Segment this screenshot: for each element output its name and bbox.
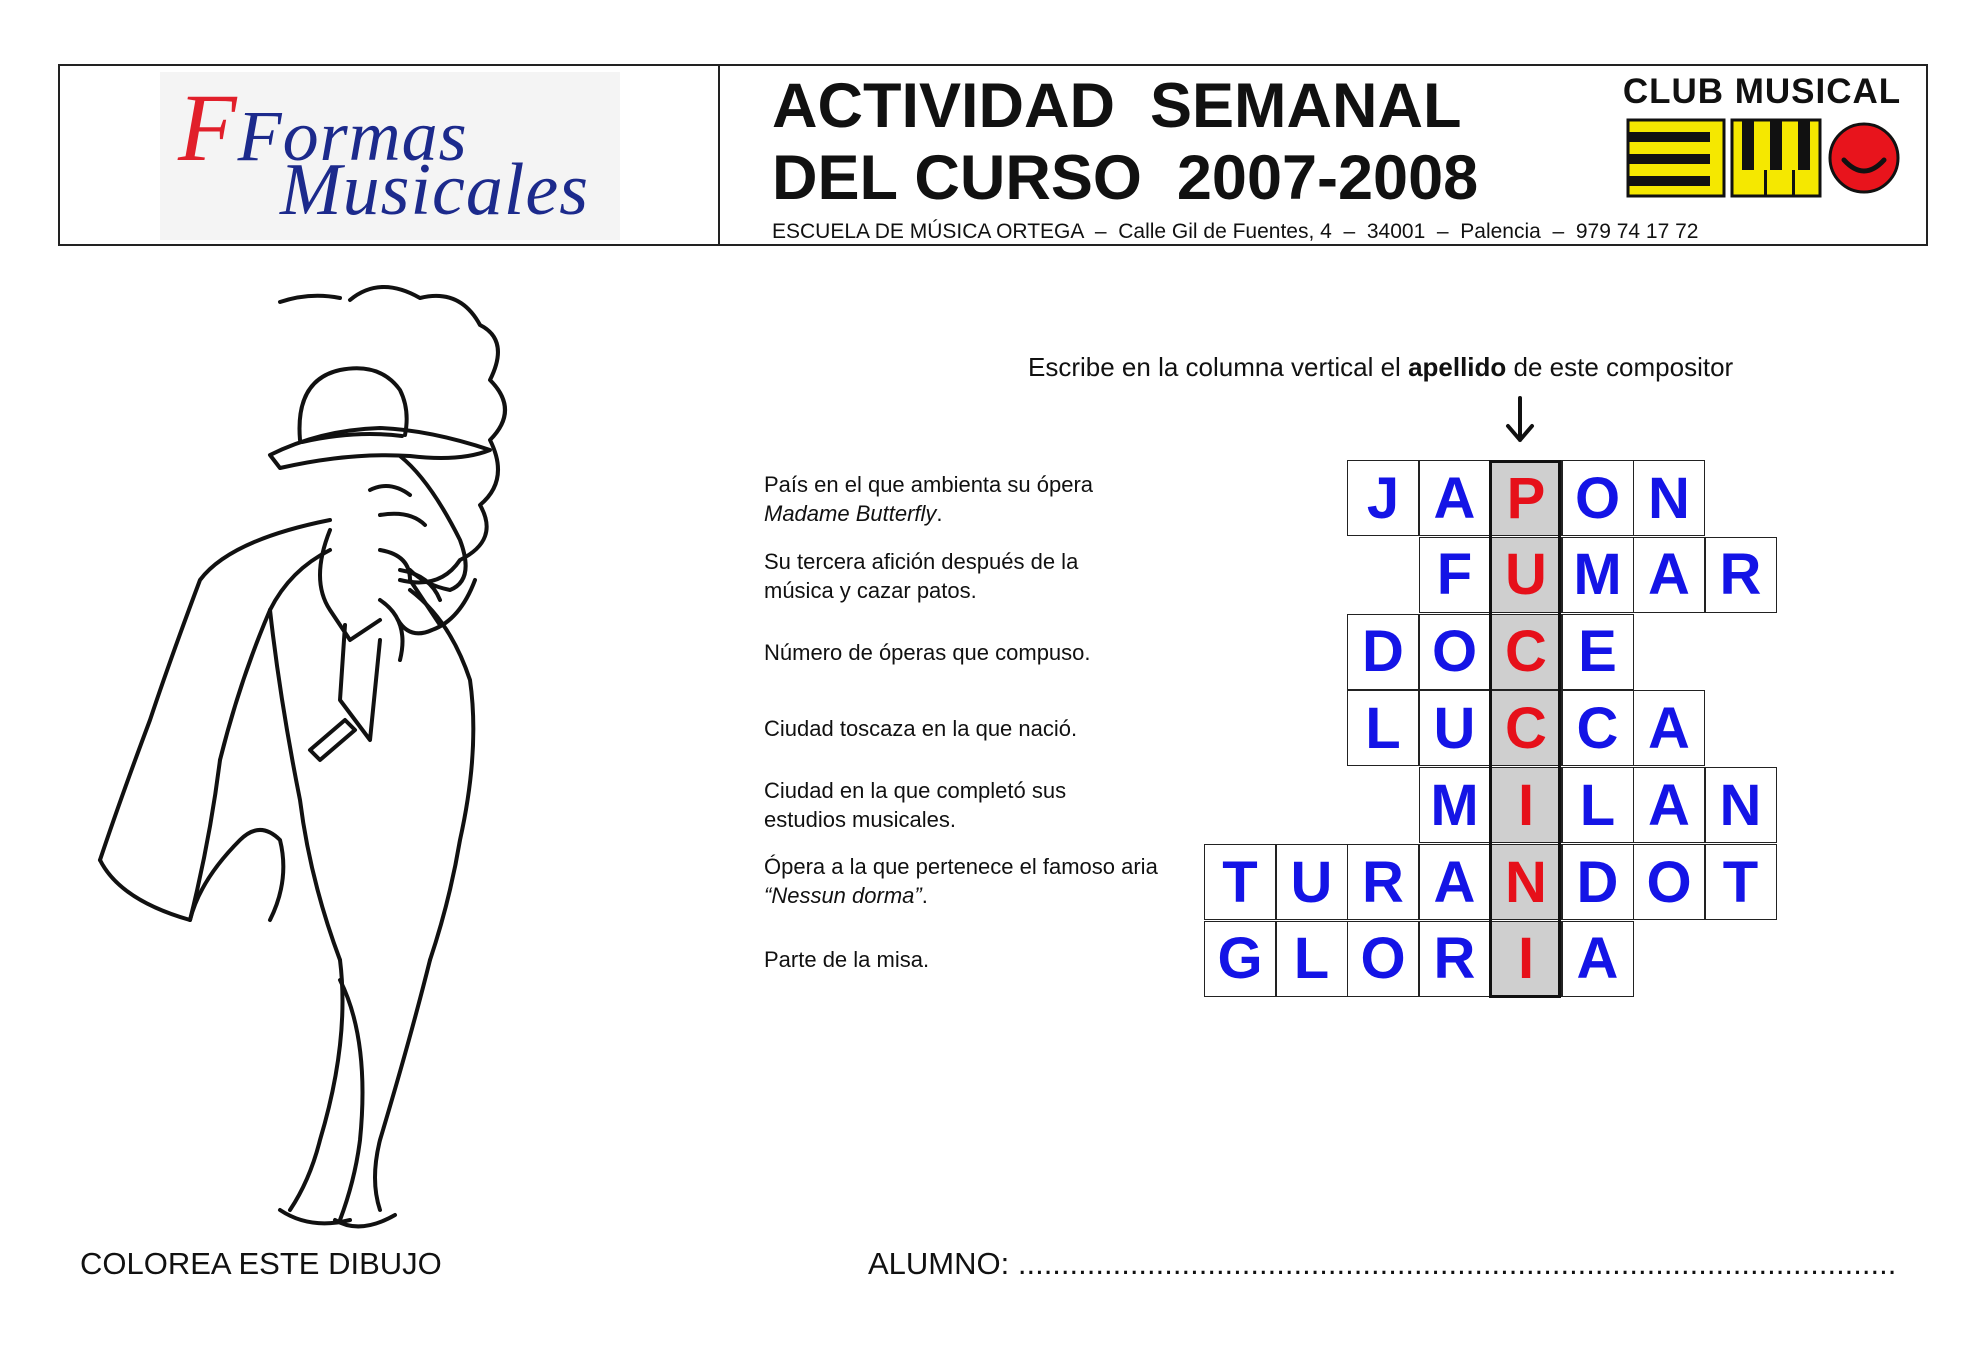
crossword-cell[interactable]: D (1562, 844, 1634, 920)
header-divider (718, 66, 720, 244)
clue-1 (764, 470, 1184, 528)
crossword-cell[interactable]: R (1419, 921, 1491, 997)
clue-6-italic: “Nessun dorma” (764, 883, 922, 908)
down-arrow-icon (1500, 396, 1540, 446)
crossword-cell[interactable]: D (1347, 614, 1419, 690)
crossword-instruction (1028, 352, 1733, 383)
crossword-cell[interactable]: A (1419, 460, 1491, 536)
clue-3-text: Número de óperas que compuso. (764, 640, 1091, 665)
clue-1-italic: Madame Butterfly (764, 501, 937, 526)
crossword-cell[interactable]: O (1633, 844, 1705, 920)
crossword-cell[interactable]: N (1633, 460, 1705, 536)
crossword-cell[interactable]: R (1705, 537, 1777, 613)
crossword-key-cell[interactable]: I (1490, 767, 1562, 843)
crossword-cell[interactable]: O (1419, 614, 1491, 690)
crossword-key-cell[interactable]: U (1490, 537, 1562, 613)
crossword-cell[interactable]: C (1562, 690, 1634, 766)
crossword-cell[interactable]: U (1276, 844, 1348, 920)
clue-5 (764, 776, 1144, 834)
clue-7-text: Parte de la misa. (764, 947, 930, 972)
clue-5-text: Ciudad en la que completó sus estudios musicales. (764, 778, 1067, 832)
crossword-cell[interactable]: T (1204, 844, 1276, 920)
crossword-key-cell[interactable]: I (1490, 921, 1562, 997)
crossword-cell[interactable]: A (1633, 537, 1705, 613)
crossword-cell[interactable]: J (1347, 460, 1419, 536)
crossword-cell[interactable]: L (1276, 921, 1348, 997)
instruction-before: Escribe en la columna vertical el (1028, 352, 1409, 382)
clue-4 (764, 714, 1184, 743)
clue-2 (764, 547, 1134, 605)
activity-title: ACTIVIDAD SEMANAL DEL CURSO 2007-2008 (772, 71, 1479, 213)
student-name-line[interactable]: ALUMNO: ...................................................................................................... (868, 1246, 1897, 1281)
clue-1-text: País en el que ambienta su ópera (764, 472, 1094, 497)
crossword-cell[interactable]: L (1347, 690, 1419, 766)
instruction-after: de este compositor (1506, 352, 1734, 382)
clue-3 (764, 638, 1184, 667)
composer-caricature-drawing (80, 280, 640, 1240)
clue-6 (764, 852, 1194, 910)
clue-4-text: Ciudad toscaza en la que nació. (764, 716, 1078, 741)
crossword-cell[interactable]: L (1562, 767, 1634, 843)
crossword-key-cell[interactable]: N (1490, 844, 1562, 920)
crossword-cell[interactable]: A (1633, 767, 1705, 843)
clue-7 (764, 945, 1184, 974)
logo-word-musicales (280, 148, 589, 233)
logo-cap-f: F (178, 74, 238, 181)
emo-logo-icon (1624, 116, 1900, 200)
color-instruction: COLOREA ESTE DIBUJO (80, 1246, 442, 1281)
crossword-cell[interactable]: E (1562, 614, 1634, 690)
crossword-cell[interactable]: M (1419, 767, 1491, 843)
crossword-cell[interactable]: N (1705, 767, 1777, 843)
logo-rest-formas: Formas (237, 96, 468, 176)
club-label: CLUB MUSICAL (1622, 72, 1902, 111)
crossword-cell[interactable]: O (1347, 921, 1419, 997)
clue-2-text: Su tercera afición después de la música y cazar patos. (764, 549, 1079, 603)
crossword-cell[interactable]: T (1705, 844, 1777, 920)
logo-rest-musicales: Musicales (280, 149, 590, 231)
crossword-key-cell[interactable]: C (1490, 614, 1562, 690)
crossword-cell[interactable]: A (1633, 690, 1705, 766)
formas-musicales-logo (160, 72, 620, 240)
crossword-cell[interactable]: G (1204, 921, 1276, 997)
crossword-cell[interactable]: R (1347, 844, 1419, 920)
clue-6-text: Ópera a la que pertenece el famoso aria (764, 854, 1158, 879)
school-address: ESCUELA DE MÚSICA ORTEGA – Calle Gil de Fuentes, 4 – 34001 – Palencia – 979 74 17 72 (772, 220, 1699, 243)
crossword-cell[interactable]: A (1562, 921, 1634, 997)
crossword-cell[interactable]: O (1562, 460, 1634, 536)
crossword-key-cell[interactable]: C (1490, 690, 1562, 766)
clue-6-suffix: . (921, 883, 928, 908)
crossword-cell[interactable]: U (1419, 690, 1491, 766)
crossword-cell[interactable]: M (1562, 537, 1634, 613)
club-musical-logo (1620, 72, 1904, 200)
clue-1-suffix: . (936, 501, 943, 526)
crossword-cell[interactable]: F (1419, 537, 1491, 613)
crossword-cell[interactable]: A (1419, 844, 1491, 920)
instruction-bold: apellido (1408, 352, 1507, 382)
header-box (58, 64, 1928, 246)
crossword-key-cell[interactable]: P (1490, 460, 1562, 536)
